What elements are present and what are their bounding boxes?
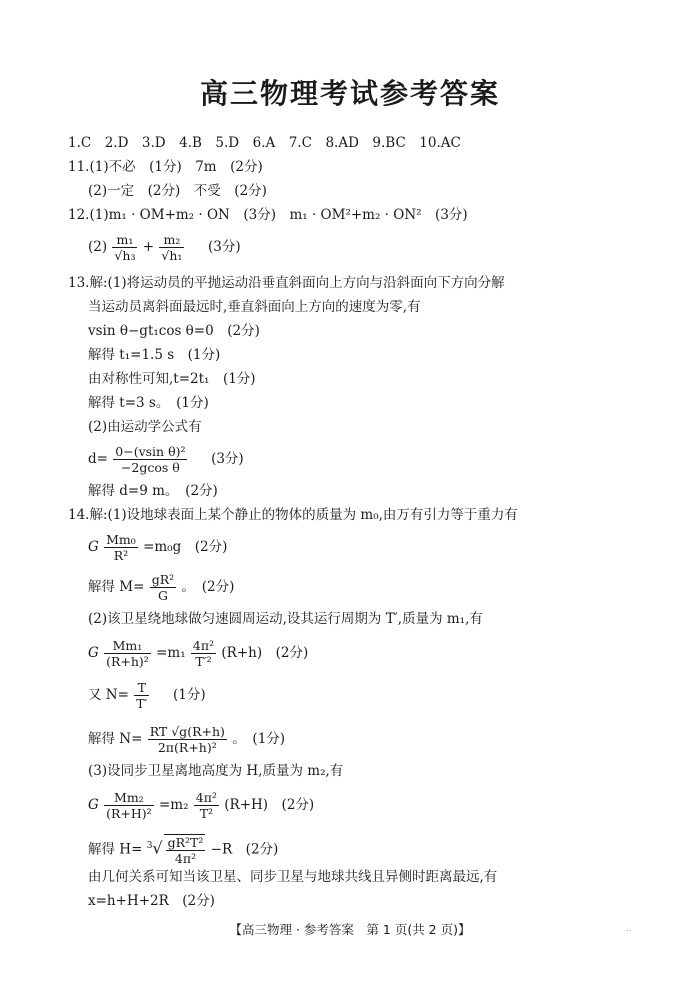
q14-eq-7-fraction <box>164 834 206 866</box>
q14-eq-6-num-1: Mm₂ <box>104 790 154 806</box>
q13-d-num: 0−(vsin θ)² <box>115 444 186 459</box>
q14-eq-6 <box>88 790 314 821</box>
q14-eq-6-mid: =m₂ <box>158 797 189 813</box>
q14-eq-6-den-2: T² <box>199 806 214 821</box>
q14-line-4: 由几何关系可知当该卫星、同步卫星与地球共线且异侧时距离最远,有 <box>88 869 498 885</box>
q14-eq-5-rest: 。 (1分) <box>232 731 286 747</box>
q14-eq-2-pre: 解得 M= <box>88 579 145 595</box>
q14-eq-4-pre: 又 N= <box>88 687 129 703</box>
q14-eq-3-fraction-1 <box>104 638 151 669</box>
q14-eq-3-den-2: T′² <box>195 654 212 669</box>
q13-line-5: 由对称性可知,t=2t₁ (1分) <box>88 371 256 387</box>
q14-eq-7-rest: −R (2分) <box>210 841 279 858</box>
q12-part2-prefix: (2) <box>88 239 108 255</box>
q12-fraction-1-num: m₁ <box>112 232 137 248</box>
q13-line-4: 解得 t₁=1.5 s (1分) <box>88 347 221 363</box>
q14-eq-5-num: RT √g(R+h) <box>149 724 225 739</box>
q14-line-1: 14.解:(1)设地球表面上某个静止的物体的质量为 m₀,由万有引力等于重力有 <box>68 507 518 523</box>
q14-eq-1-fraction <box>104 532 138 563</box>
q13-line-7: (2)由运动学公式有 <box>88 419 202 435</box>
q14-eq-1-num: Mm₀ <box>106 532 136 547</box>
q12-fraction-1 <box>112 232 137 263</box>
q14-eq-6-G: G <box>88 797 99 813</box>
q14-eq-3-rest: (R+h) (2分) <box>221 645 309 661</box>
q12-fraction-2-num: m₂ <box>159 232 184 248</box>
q13-d-den: −2gcos θ <box>120 460 180 475</box>
q14-eq-3-mid: =m₁ <box>156 645 186 661</box>
q14-line-2: (2)该卫星绕地球做匀速圆周运动,设其运行周期为 T′,质量为 m₁,有 <box>88 611 483 627</box>
q14-eq-1-rest: =m₀g (2分) <box>143 539 228 555</box>
q14-eq-3-num-1: Mm₁ <box>104 638 151 654</box>
q14-eq-6-fraction-2 <box>194 790 219 821</box>
q14-eq-3-den-1: (R+h)² <box>106 654 149 669</box>
q13-line-1: 13.解:(1)将运动员的平抛运动沿垂直斜面向上方向与沿斜面向下方向分解 <box>68 275 505 291</box>
q13-d-score: (3分) <box>211 451 244 467</box>
multiple-choice-answers: 1.C 2.D 3.D 4.B 5.D 6.A 7.C 8.AD 9.BC 10.AC <box>68 135 461 151</box>
q14-eq-4-num: T <box>134 680 149 696</box>
q11-part1: 11.(1)不必 (1分) 7m (2分) <box>68 159 263 175</box>
q12-part1: 12.(1)m₁ · OM+m₂ · ON (3分) m₁ · OM²+m₂ · ON² (3分) <box>68 207 468 223</box>
q14-eq-2-den: G <box>157 588 168 603</box>
corner-mark: .. <box>626 924 632 934</box>
q14-eq-5 <box>88 724 285 755</box>
q14-eq-4-fraction <box>134 680 149 711</box>
q14-eq-3-num-2: 4π² <box>192 638 215 653</box>
q14-eq-2-fraction <box>150 572 176 603</box>
q14-line-5: x=h+H+2R (2分) <box>88 893 215 909</box>
q14-eq-6-den-1: (R+H)² <box>106 806 152 821</box>
q14-eq-7-root-index: 3 <box>146 841 153 851</box>
q12-fraction-1-den: √h₃ <box>114 248 136 263</box>
q14-eq-7-den: 4π² <box>174 851 197 866</box>
q14-eq-6-num-2: 4π² <box>195 790 217 805</box>
q13-line-9: 解得 d=9 m。 (2分) <box>88 483 218 499</box>
sqrt-icon: √ <box>152 838 163 858</box>
q14-eq-2-num: gR² <box>151 572 175 587</box>
q14-eq-2-rest: 。 (2分) <box>181 579 235 595</box>
q12-plus: + <box>142 239 155 255</box>
q13-line-6: 解得 t=3 s。 (1分) <box>88 395 209 411</box>
q14-eq-3-G: G <box>88 645 99 661</box>
q13-d-fraction <box>113 444 187 475</box>
q12-part2 <box>88 232 241 263</box>
q14-eq-1-den: R² <box>113 548 129 563</box>
page-footer: 【高三物理 · 参考答案 第 1 页(共 2 页)】 <box>229 922 471 937</box>
q14-eq-6-fraction-1 <box>104 790 154 821</box>
page-title: 高三物理考试参考答案 <box>199 77 500 110</box>
q14-eq-5-pre: 解得 N= <box>88 731 143 747</box>
q14-eq-5-fraction <box>148 724 227 755</box>
q14-eq-7-pre: 解得 H= <box>88 841 143 858</box>
q13-line-3: vsin θ−gt₁cos θ=0 (2分) <box>88 323 260 339</box>
q12-fraction-2-den: √h₁ <box>161 248 183 263</box>
q14-eq-6-rest: (R+H) (2分) <box>224 797 315 813</box>
q14-line-3: (3)设同步卫星离地高度为 H,质量为 m₂,有 <box>88 763 344 779</box>
q14-eq-3-fraction-2 <box>191 638 216 669</box>
q13-line-2: 当运动员离斜面最远时,垂直斜面向上方向的速度为零,有 <box>88 299 421 315</box>
q11-part2: (2)一定 (2分) 不受 (2分) <box>88 183 267 199</box>
q14-eq-7-num: gR²T² <box>167 835 204 850</box>
q14-eq-3 <box>88 638 308 669</box>
q14-eq-7 <box>88 834 278 866</box>
q14-eq-1 <box>88 532 227 563</box>
q14-eq-1-G: G <box>88 539 99 555</box>
q13-line-8 <box>88 444 244 475</box>
q12-fraction-2 <box>159 232 184 263</box>
q14-eq-4-score: (1分) <box>173 687 206 703</box>
q12-part2-score: (3分) <box>207 239 241 255</box>
q14-eq-4 <box>88 680 206 711</box>
q13-d-eq: d= <box>88 451 108 467</box>
q14-eq-4-den: T′ <box>136 696 148 711</box>
q14-eq-2 <box>88 572 234 603</box>
q14-eq-5-den: 2π(R+h)² <box>157 740 217 755</box>
